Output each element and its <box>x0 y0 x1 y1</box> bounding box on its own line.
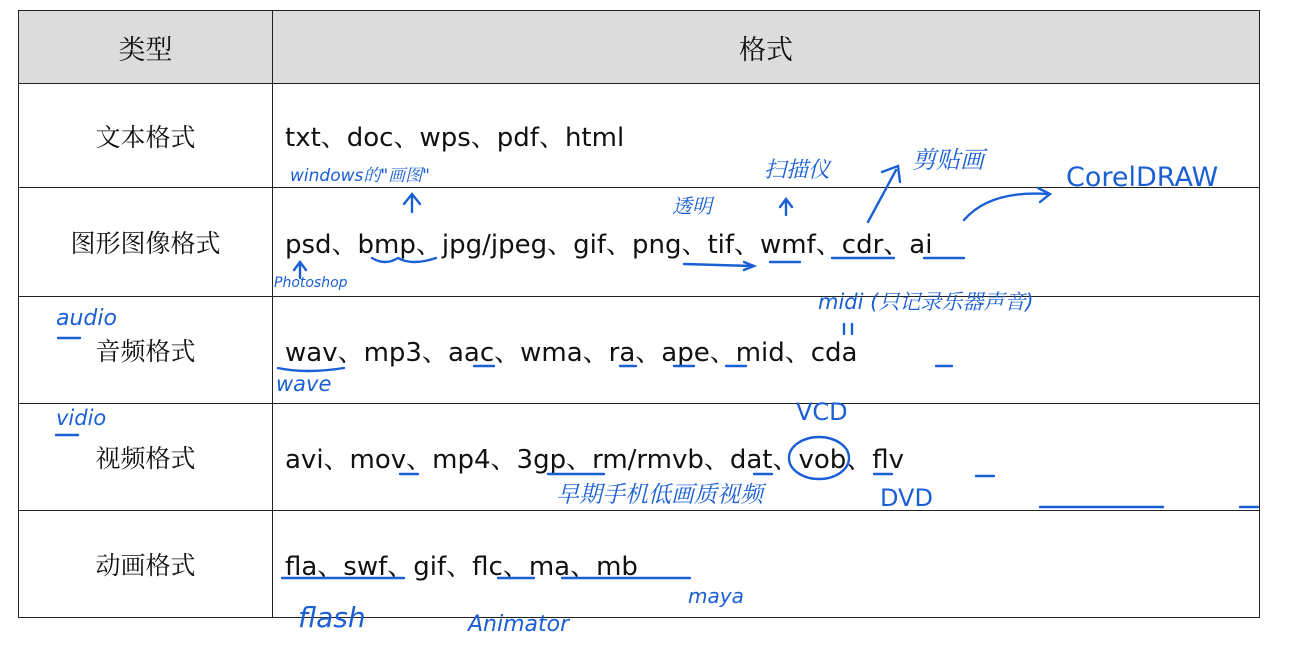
row-formats-text: txt、doc、wps、pdf、html <box>273 84 1260 188</box>
note-coreldraw: CorelDRAW <box>1066 162 1219 193</box>
row-formats-animation: fla、swf、gif、flc、ma、mb <box>273 511 1260 618</box>
row-type-text: 文本格式 <box>19 84 273 188</box>
note-scanner: 扫描仪 <box>764 158 831 183</box>
note-transparent: 透明 <box>672 194 712 218</box>
note-video: vidio <box>56 406 107 430</box>
table-row <box>19 188 1260 297</box>
note-phone-video: 早期手机低画质视频 <box>556 482 763 508</box>
header-format: 格式 <box>273 11 1260 84</box>
note-midi: midi (只记录乐器声音) <box>818 290 1034 314</box>
file-format-table <box>18 10 1260 618</box>
note-animator: Animator <box>468 612 570 637</box>
note-maya: maya <box>688 584 744 608</box>
row-formats-image: psd、bmp、jpg/jpeg、gif、png、tif、wmf、cdr、ai <box>273 188 1260 297</box>
row-type-animation: 动画格式 <box>19 511 273 618</box>
note-audio: audio <box>56 306 117 331</box>
row-type-image: 图形图像格式 <box>19 188 273 297</box>
table-row <box>19 511 1260 618</box>
header-type: 类型 <box>19 11 273 84</box>
row-type-audio: 音频格式 <box>19 297 273 404</box>
note-wave: wave <box>276 372 332 396</box>
note-flash: flash <box>298 601 366 634</box>
note-vcd: VCD <box>796 398 848 426</box>
note-windows-paint: windows的"画图" <box>290 166 430 186</box>
note-photoshop: Photoshop <box>274 275 348 291</box>
table-row <box>19 297 1260 404</box>
header-row <box>19 11 1260 84</box>
row-formats-video: avi、mov、mp4、3gp、rm/rmvb、dat、vob、flv <box>273 404 1260 511</box>
row-formats-audio: wav、mp3、aac、wma、ra、ape、mid、cda <box>273 297 1260 404</box>
note-dvd: DVD <box>880 484 933 512</box>
row-type-video: 视频格式 <box>19 404 273 511</box>
note-clipart: 剪贴画 <box>912 146 984 174</box>
